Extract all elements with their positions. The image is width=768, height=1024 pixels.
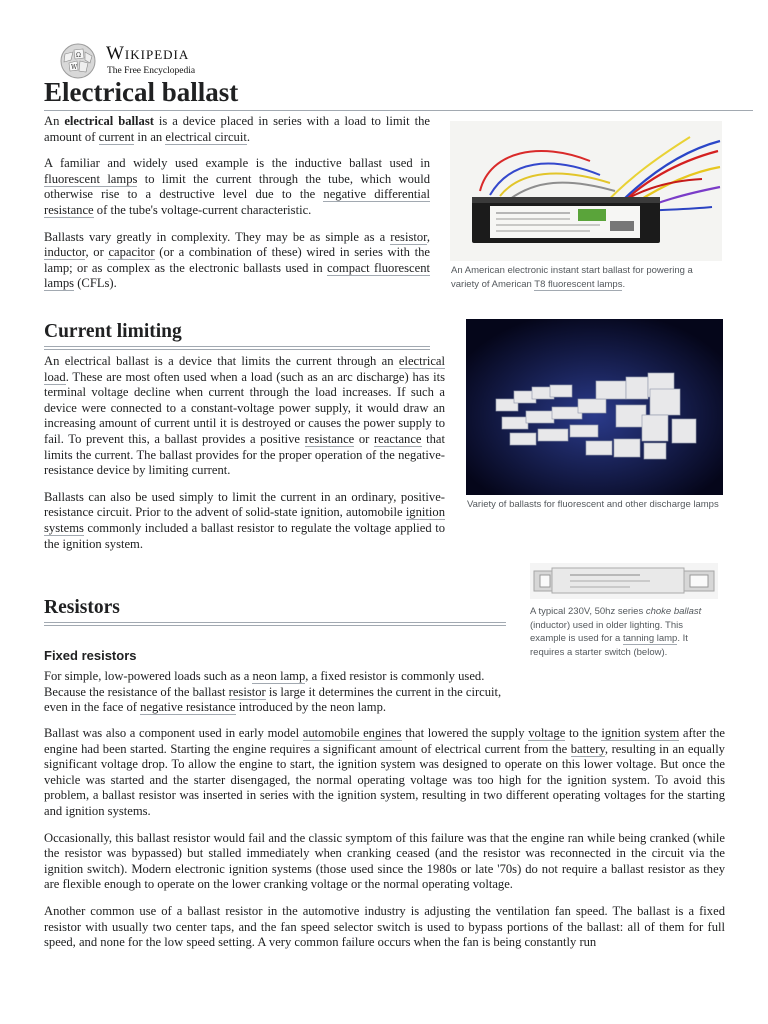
link-tanning-lamp[interactable]: tanning lamp xyxy=(622,633,678,644)
link-resistance[interactable]: resistance xyxy=(304,431,355,446)
wikipedia-globe-icon xyxy=(59,42,97,80)
link-negative-differential-resistance[interactable]: negative differential resistance xyxy=(44,187,430,217)
ballast-variety-image xyxy=(466,319,723,495)
fixed-resistors-paragraph-2: Ballast was also a component used in early model automobile engines that lowered the supply voltage to the ignition system after the engine had been started. Starting the engine requires a significant amount of electrical current from the battery, resulting in an equally significant voltage drop. To allow the engine to start, the ignition system was designed to operate on this lower voltage. But once the vehicle was started and the starter disengaged, the normal operating voltage was too high for the ignition system. To avoid this problem, a ballast resistor was inserted in series with the ignition system, resulting in two different operating voltages for the starting and ignition systems. xyxy=(44,726,725,818)
link-negative-resistance[interactable]: negative resistance xyxy=(140,700,236,715)
subsection-heading-fixed-resistors: Fixed resistors xyxy=(44,648,137,663)
fixed-resistors-intro xyxy=(44,669,506,716)
svg-text:W: W xyxy=(71,64,78,71)
link-compact-fluorescent-lamps[interactable]: compact fluorescent lamps xyxy=(44,260,430,291)
link-ignition-system[interactable]: ignition system xyxy=(601,726,680,740)
fixed-resistors-paragraph-1: For simple, low-powered loads such as a neon lamp, a fixed resistor is commonly used. Because the resistance of the ballast resistor is large it determines the current in the circuit, even in the face of negative resistance introduced by the neon lamp. xyxy=(44,669,502,715)
wikipedia-logo[interactable] xyxy=(59,42,259,78)
link-current[interactable]: current xyxy=(98,129,135,144)
link-inductor[interactable]: inductor xyxy=(44,245,86,260)
intro-section xyxy=(44,114,430,292)
figure-2-caption: Variety of ballasts for fluorescent and other discharge lamps xyxy=(467,499,719,510)
link-resistor[interactable]: resistor xyxy=(390,229,427,244)
svg-text:Ω: Ω xyxy=(76,52,81,59)
link-ignition-systems[interactable]: ignition systems xyxy=(44,505,445,535)
link-fluorescent-lamps[interactable]: fluorescent lamps xyxy=(44,171,138,186)
link-automobile-engines[interactable]: automobile engines xyxy=(302,726,402,740)
fixed-resistors-body xyxy=(44,726,725,951)
section-heading-current-limiting: Current limiting xyxy=(44,320,430,350)
logo-wordmark: Wikipedia xyxy=(106,43,190,64)
link-ballast-resistor[interactable]: resistor xyxy=(228,684,266,699)
link-voltage[interactable]: voltage xyxy=(528,726,566,740)
figure-choke-ballast[interactable] xyxy=(530,563,718,599)
fixed-resistors-paragraph-3: Occasionally, this ballast resistor would fail and the classic symptom of this failure was that the engine ran while being cranked (while the resistor was bypassed) but stalled immediately when cranking ceased (and the resistor was reconnected in the circuit via the ignition switch). Modern electronic ignition systems (those used since the 1980s or late '70s) do not require a ballast resistor as they are flexible enough to operate on the lower cranking voltage or the normal operating voltage. xyxy=(44,830,725,892)
link-electrical-load[interactable]: electrical load xyxy=(44,354,445,384)
figure-3-caption: A typical 230V, 50hz series choke ballast (inductor) used in older lighting. This example is used for a tanning lamp. It requires a starter switch (below). xyxy=(530,606,702,658)
link-battery[interactable]: battery xyxy=(570,741,605,756)
figure-ballast-variety[interactable] xyxy=(466,319,723,495)
link-reactance[interactable]: reactance xyxy=(373,431,422,446)
section-heading-resistors: Resistors xyxy=(44,596,506,626)
link-t8-fluorescent-lamps[interactable]: T8 fluorescent lamps xyxy=(534,278,623,290)
page-title: Electrical ballast xyxy=(44,76,753,111)
link-neon-lamp[interactable]: neon lamp xyxy=(252,669,306,683)
intro-paragraph-2: A familiar and widely used example is the inductive ballast used in fluorescent lamps to limit the current through the tube, which would otherwise rise to a destructive level due to the negative differential resistance of the tube's voltage-current characteristic. xyxy=(44,156,430,217)
figure-1-caption: An American electronic instant start ballast for powering a variety of American T8 fluorescent lamps. xyxy=(451,265,693,290)
electronic-ballast-image xyxy=(450,121,722,261)
intro-paragraph-1: An electrical ballast is a device placed in series with a load to limit the amount of current in an electrical circuit. xyxy=(44,114,431,144)
logo-tagline: The Free Encyclopedia xyxy=(107,66,196,76)
current-limiting-section xyxy=(44,354,445,552)
link-capacitor[interactable]: capacitor xyxy=(108,245,155,260)
link-electrical-circuit[interactable]: electrical circuit xyxy=(165,129,247,144)
intro-paragraph-3: Ballasts vary greatly in complexity. They may be as simple as a resistor, inductor, or capacitor (or a combination of these) wired in series with the lamp; or as complex as the electronic ballasts used in compact fluorescent lamps (CFLs). xyxy=(44,229,430,291)
bold-term: electrical ballast xyxy=(64,114,154,128)
fixed-resistors-paragraph-4: Another common use of a ballast resistor in the automotive industry is adjusting the ventilation fan speed. The ballast is a fixed resistor with usually two center taps, and the fan speed selector switch is used to bypass portions of the ballast: all of them for full speed, and none for the low speed setting. A very common failure occurs when the fan is being constantly run xyxy=(44,903,725,950)
current-limiting-paragraph-2: Ballasts can also be used simply to limit the current in an ordinary, positive-resistance circuit. Prior to the advent of solid-state ignition, automobile ignition systems commonly included a ballast resistor to regulate the voltage applied to the ignition system. xyxy=(44,489,445,551)
figure-electronic-ballast[interactable] xyxy=(450,121,722,261)
current-limiting-paragraph-1: An electrical ballast is a device that limits the current through an electrical load. These are most often used when a load (such as an arc discharge) has its terminal voltage decline when current through the load increases. If such a device were connected to a constant-voltage power supply, it would draw an increasing amount of current until it is destroyed or causes the power supply to fail. To prevent this, a ballast provides a positive resistance or reactance that limits the current. The ballast provides for the proper operation of the negative-resistance device by limiting current. xyxy=(44,354,445,478)
choke-ballast-image xyxy=(530,563,718,599)
